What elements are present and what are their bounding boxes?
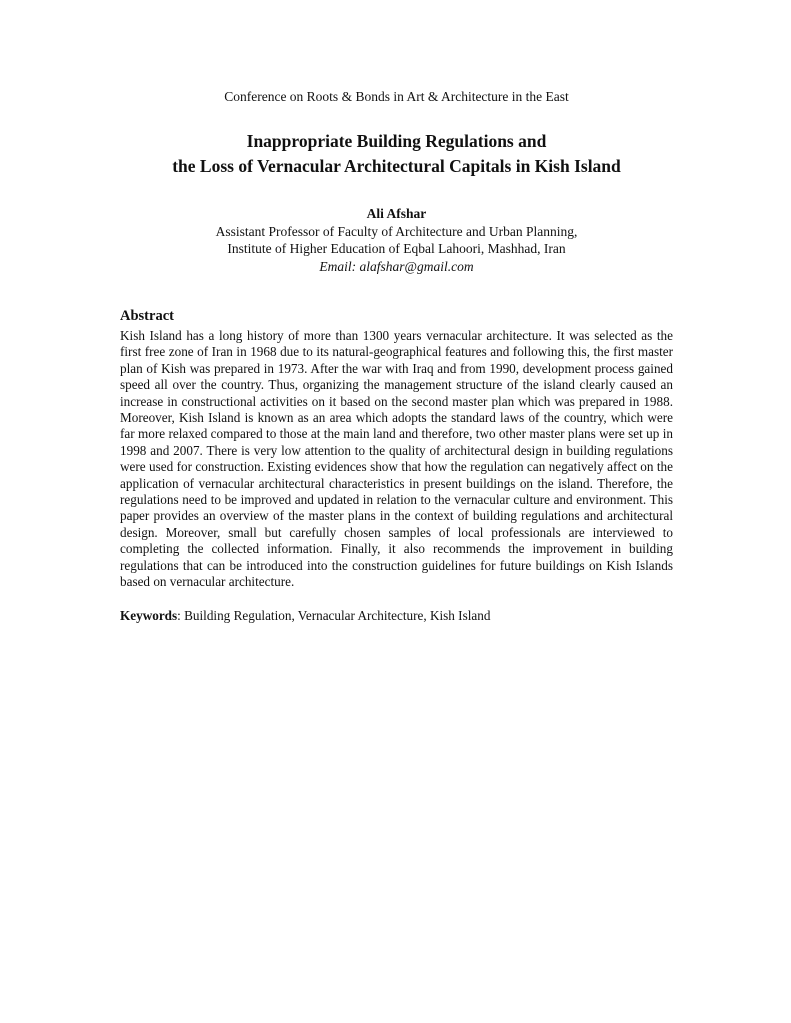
paper-title [120,129,673,179]
abstract-heading: Abstract [120,308,174,324]
page-content [120,0,673,624]
author-affiliation-line-2: Institute of Higher Education of Eqbal Lahoori, Mashhad, Iran [227,241,566,256]
author-affiliation-line-1: Assistant Professor of Faculty of Architecture and Urban Planning, [215,223,578,239]
conference-header: Conference on Roots & Bonds in Art & Architecture in the East [224,89,569,104]
keywords-value: : Building Regulation, Vernacular Architecture, Kish Island [177,607,491,623]
author-name: Ali Afshar [366,206,427,221]
paper-title-line-2: the Loss of Vernacular Architectural Capitals in Kish Island [172,156,621,176]
keywords-label: Keywords [120,607,178,623]
keywords-line [120,608,673,624]
paper-title-line-1: Inappropriate Building Regulations and [246,131,547,151]
author-block [120,205,673,275]
abstract-body: Kish Island has a long history of more than 1300 years vernacular architecture. It was selected as the first free zone of Iran in 1968 due to its natural-geographical features and following this, the first master plan of Kish was prepared in 1973. After the war with Iraq and from 1990, development process gained speed all over the country. Thus, organizing the management structure of the island clearly caused an increase in constructional activities on it based on the second master plan which was prepared in 1988. Moreover, Kish Island is known as an area which adopts the standard laws of the country, which were far more relaxed compared to those at the main land and therefore, two other master plans were set up in 1998 and 2007. There is very low attention to the quality of architectural design in building regulations were used for construction. Existing evidences show that how the regulation can negatively affect on the application of vernacular architectural characteristics in present buildings on the island. Therefore, the regulations need to be improved and updated in relation to the vernacular culture and environment. This paper provides an overview of the master plans in the context of building regulations and architectural design. Moreover, small but carefully chosen samples of local professionals are interviewed to completing the collected information. Finally, it also recommends the improvement in building regulations that can be introduced into the construction guidelines for future buildings on Kish Islands based on vernacular architecture. [120,328,673,590]
author-email: Email: alafshar@gmail.com [319,258,474,274]
